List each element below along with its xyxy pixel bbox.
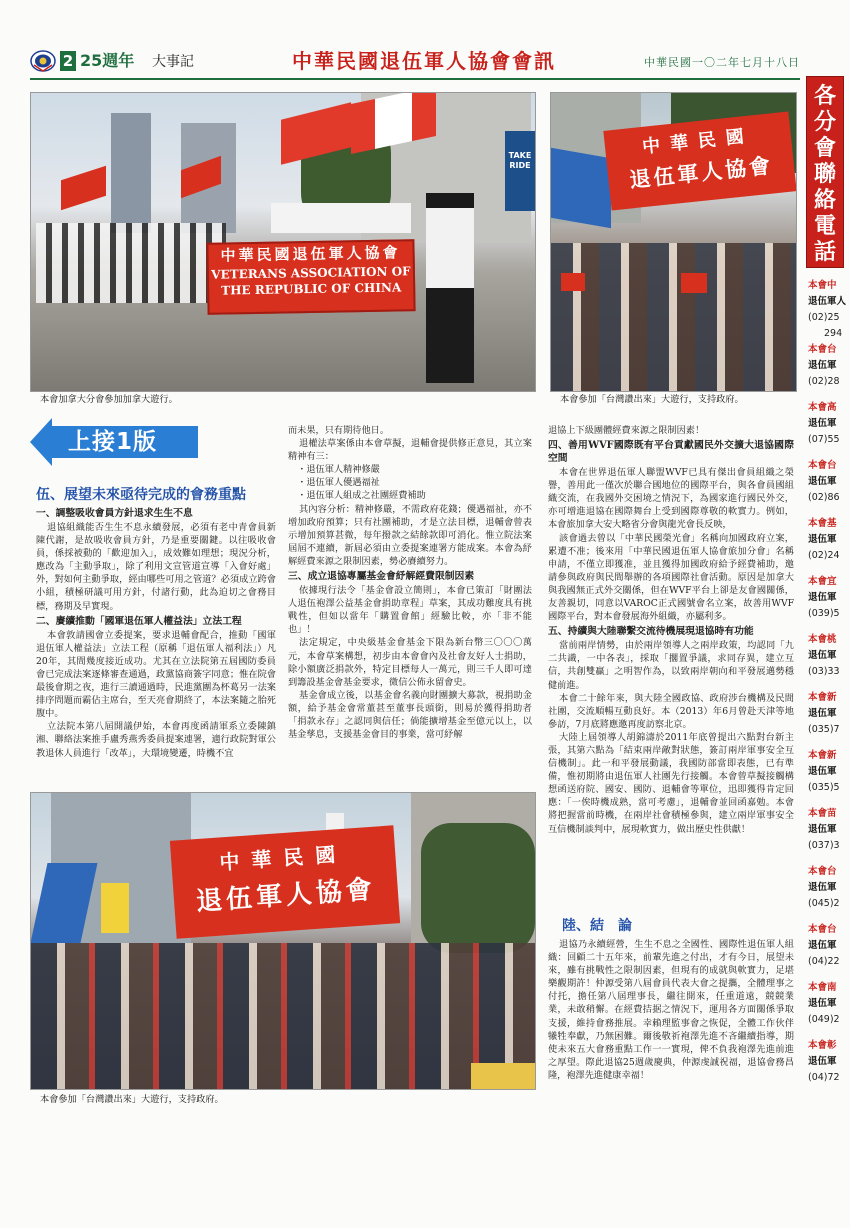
- marcher-figure: [426, 193, 474, 383]
- veterans-banner: [170, 825, 400, 938]
- branch-contact-entry: [808, 980, 848, 1038]
- branch-phone: (07)55: [808, 434, 840, 445]
- paragraph: 大陸上屆領導人胡錦濤於2011年底曾提出六點對台新主張，其第六點為「結束兩岸敵對狀態，簽訂兩岸軍事安全互信機制」。此一和平發展動議，我國防部當即表態，已有準備，惟初期將由退伍軍人社團先行接觸。本會曾草擬接觸構想函送府院、國安、國防、退輔會等單位，迅即獲得肯定回應：「一俟時機成熟，當可考慮」，退輔會並回函嘉勉。本會將把握當前時機，在兩岸社會積極參與，建立兩岸軍事安全互信機制談判中，展現軟實力，做出歷史性供獻！: [548, 731, 794, 835]
- branch-phone: (02)25: [808, 312, 840, 323]
- paragraph: 該會過去曾以「中華民國榮光會」名稱向加國政府立案，累遭不准；後來用「中華民國退伍軍人協會旅加分會」名稱申請，不僅立即獲准，並且獲得加國政府給予經費補助，邀請參與政府與民間舉辦的各項國際社會活動。原因是加拿大與我國無正式外交關係，但在WVF平台上卻是友會國關係，友善親切，同意以VAROC正式國號會名立案，故善用WVF國際平台，對本會發展海外組織，亦屬利多。: [548, 532, 794, 623]
- issue-date: 中華民國一〇二年七月十八日: [644, 56, 800, 69]
- paragraph: 依據現行法令「基金會設立簡則」，本會已策訂「財團法人退伍袍澤公益基金會捐助章程」草案，其成功難度具有挑戰性，但如以當年「購置會館」經驗比較，亦「非不能也」！: [288, 585, 532, 636]
- branch-phone: (049)2: [808, 1014, 840, 1025]
- photo-taiwan-parade-1: [550, 92, 797, 392]
- take-ride-sign: [505, 131, 535, 211]
- subheading-3: 三、成立退協專屬基金會紓解經費限制因素: [288, 571, 475, 583]
- yellow-flag: [101, 883, 129, 933]
- branch-contact-entry: [808, 922, 848, 980]
- paragraph: 退協乃永續經營，生生不息之全國性、國際性退伍軍人組織：回顧二十五年來，前輩先進之付出，才有今日，展望未來，雖有挑戰性之限制因素，但現有的成就與軟實力，足堪樂觀期許！仲源受第八屆會員代表大會之提攜，全體理事之付托，擔任第八屆理事長，繼往開來，任重道遠，競競業業，未敢稍懈。在經費拮据之情況下，運用各方面關係爭取支援，維持會務推展。幸賴理監事會之恢促，全體工作伙伴犧牲奉獻，乃無困難。爾後敬祈袍澤先進不吝繼續指導，期使未來五大會務重點工作一一實現，俾不負我袍澤先進前進之厚望。際此退協25週歲慶典，仲源虔誠祝福，退協會務昌隆，袍澤先進健康幸福！: [548, 939, 794, 1081]
- header-rule: [30, 78, 800, 80]
- subheading-2: 二、賡續推動「國軍退伍軍人權益法」立法工程: [36, 615, 242, 627]
- article-column-1: [36, 486, 276, 760]
- blue-party-flag: [551, 148, 611, 229]
- branch-phone: (02)28: [808, 376, 840, 387]
- branch-name: 本會基: [808, 518, 837, 529]
- branch-name: 本會中: [808, 280, 837, 291]
- roc-hand-flag: [561, 273, 585, 291]
- marching-group: [36, 223, 226, 303]
- sidebar-title-char: 聯: [813, 161, 836, 187]
- photo-taiwan-parade-2: [30, 792, 536, 1090]
- branch-org: 退伍軍: [808, 360, 837, 371]
- section-label: 大事記: [152, 54, 194, 70]
- branch-phone: (037)3: [808, 840, 840, 851]
- branch-contact-entry: [808, 748, 848, 806]
- branch-org: 退伍軍: [808, 476, 837, 487]
- roc-flag: [61, 166, 106, 211]
- branch-name: 本會新: [808, 750, 837, 761]
- paragraph: 其內容分析：精神修嚴，不需政府花錢；優遇福祉，亦不增加政府預算；只有社團補助，才是立法目標，退輔會曾表示增加預算甚微，每年撥款之結餘款即可消化。惟立院法案屆屆不連續，新屆必須由立委提案連署方能成案。本會為紓解經費來源之限制因素，勢必賡續努力。: [288, 503, 532, 567]
- paragraph: 法定規定，中央級基金會基金下限為新台幣三〇〇〇萬元，本會草案構想，初步由本會會內及社會友好人士捐助，除小額廣泛捐款外，特定目標每人一萬元，則三千人即可達到籌設基金會基金要求，微信公佈永留會史。: [288, 637, 532, 688]
- branch-contact-entry: [808, 458, 848, 516]
- branch-org: 退伍軍: [808, 708, 837, 719]
- branch-name: 本會苗: [808, 808, 837, 819]
- veterans-banner: [206, 239, 415, 315]
- branch-org: 退伍軍: [808, 418, 837, 429]
- sidebar-title-char: 絡: [813, 187, 836, 213]
- branch-name: 本會台: [808, 460, 837, 471]
- photo-canada-parade: [30, 92, 536, 392]
- branch-phone: (035)7: [808, 724, 840, 735]
- paragraph: 退協組織能否生生不息永續發展，必須有老中青會員新陳代謝，是故吸收會員方針，乃是重要關鍵。以往吸收會員，係採被動的「歡迎加入」，成效難如理想；現況分析，應改為「主動爭取」，除了利用文宣管道宣導「入會好處」外，對如何主動爭取，經由哪些可用之管道？必須成立跨會小組，積極研議可用方針，付諸行動，此為迫切之會務目標，務期及早實現。: [36, 522, 276, 612]
- subheading-1: 一、調整吸收會員方針退求生生不息: [36, 508, 193, 519]
- sidebar-title-char: 分: [813, 109, 836, 135]
- branch-contact-entry: [808, 574, 848, 632]
- white-tent: [271, 203, 411, 233]
- paragraph: 本會敦請國會立委提案，要求退輔會配合，推動「國軍退伍軍人權益法」立法工程（原稱「退伍軍人福利法」）凡20年，其間幾度接近成功。尤其在立法院第五屆國防委員會已完成法案逐條審查通過，政黨協商簽字同意；惟在院會最後會期之夜，進行三讀通過時，民進黨團為杯葛另一法案排序問題而霸佔主席台，至天亮會期終了，本法案隨之胎死腹中。: [36, 629, 276, 720]
- photo-caption-taiwan-1: 本會參加「台灣讚出來」大遊行，支持政府。: [560, 394, 744, 405]
- branch-phone: (039)5: [808, 608, 840, 619]
- branch-phone: (03)33: [808, 666, 840, 677]
- branch-org: 退伍軍: [808, 824, 837, 835]
- branch-contact-entry: [808, 690, 848, 748]
- branch-contact-entry: [808, 342, 848, 400]
- branch-contact-list: [808, 278, 848, 1096]
- paragraph: 退協上下級團體經費來源之限制因素！: [548, 425, 705, 436]
- sidebar-title-char: 各: [813, 83, 836, 109]
- branch-contact-entry: [808, 1038, 848, 1096]
- branch-contact-entry: [808, 632, 848, 690]
- branch-name: 本會台: [808, 924, 837, 935]
- anniversary-label: 25週年: [80, 51, 135, 70]
- branch-phone: (04)22: [808, 956, 840, 967]
- conclusion-heading: 陸、結 論: [562, 918, 632, 934]
- crowd: [551, 243, 796, 391]
- background-tree: [421, 823, 535, 953]
- branch-contact-entry: [808, 864, 848, 922]
- branch-phone: (045)2: [808, 898, 840, 909]
- branch-contact-entry: [808, 516, 848, 574]
- sidebar-title-strip: [806, 76, 844, 268]
- branch-contact-entry: [808, 806, 848, 864]
- branch-name: 本會彰: [808, 1040, 837, 1051]
- branch-phone: (02)24: [808, 550, 840, 561]
- association-emblem-icon: [30, 50, 56, 72]
- continue-label: 上接1版: [68, 429, 158, 455]
- principle-item: ・退伍軍人精神修嚴: [297, 464, 380, 476]
- subheading-5: 五、持續與大陸聯繫交流待機展現退協時有功能: [548, 626, 754, 638]
- branch-org: 退伍軍: [808, 1056, 837, 1067]
- branch-phone: (035)5: [808, 782, 840, 793]
- sidebar-title-char: 話: [813, 239, 836, 265]
- sign-take-text: TAKE: [508, 151, 532, 160]
- banner-chinese-text: 中華民國退伍軍人協會: [220, 243, 401, 265]
- banner-english-line1: VETERANS ASSOCIATION OF: [211, 264, 411, 282]
- banner-line1: 中華民國: [218, 841, 349, 875]
- paragraph: 退權法草案係由本會草擬，退輔會提供修正意見，其立案精神有三：: [288, 438, 532, 463]
- roc-hand-flag: [681, 273, 707, 293]
- sidebar-title-char: 會: [813, 135, 836, 161]
- branch-contact-entry: [808, 278, 848, 342]
- principle-item: ・退伍軍人優遇福祉: [297, 477, 380, 489]
- branch-name: 本會台: [808, 344, 837, 355]
- subheading-4: 四、善用WVF國際既有平台貢獻國民外交擴大退協國際空間: [548, 440, 794, 465]
- paragraph: 本會二十餘年來，與大陸全國政協、政府涉台機構及民間社團，交流順暢互動良好。本（2013）年6月曾赴天津等地參訪，7月底將應邀再度訪察北京。: [548, 692, 794, 730]
- principle-item: ・退伍軍人組成之社團經費補助: [297, 490, 426, 502]
- branch-org: 退伍軍: [808, 766, 837, 777]
- banner-line2: 退伍軍人協會: [195, 874, 377, 918]
- continue-from-page1-arrow: [30, 418, 198, 466]
- masthead: [30, 48, 800, 76]
- background-building: [111, 113, 151, 233]
- branch-org: 退伍軍: [808, 998, 837, 1009]
- branch-phone-extra: 294: [824, 328, 843, 339]
- article-column-3: [548, 424, 794, 836]
- crowd: [31, 943, 535, 1089]
- road-marking: [471, 1063, 535, 1089]
- branch-org: 退伍軍: [808, 534, 837, 545]
- paragraph: 而未果，只有期待他日。: [288, 425, 390, 436]
- branch-org: 退伍軍: [808, 940, 837, 951]
- sidebar-title-char: 電: [813, 213, 836, 239]
- paragraph: 當前兩岸情勢，由於兩岸領導人之兩岸政策，均認同「九二共識，一中各表」，採取「擱置爭議，求同存異，建立互信，共創雙贏」之明智作為，以致兩岸朝向和平發展邁勢穩健前進。: [548, 640, 794, 691]
- branch-name: 本會南: [808, 982, 837, 993]
- branch-name: 本會新: [808, 692, 837, 703]
- page-number-badge: 2: [60, 51, 76, 71]
- branch-org: 退伍軍: [808, 592, 837, 603]
- branch-org: 退伍軍: [808, 882, 837, 893]
- branch-name: 本會桃: [808, 634, 837, 645]
- article-column-2: [288, 424, 532, 741]
- branch-org: 退伍軍: [808, 650, 837, 661]
- branch-contact-entry: [808, 400, 848, 458]
- branch-name: 本會高: [808, 402, 837, 413]
- photo-caption-canada: 本會加拿大分會參加加拿大遊行。: [40, 394, 178, 405]
- branch-org: 退伍軍人: [808, 296, 847, 307]
- photo-caption-taiwan-2: 本會參加「台灣讚出來」大遊行，支持政府。: [40, 1094, 224, 1105]
- paragraph: 立法院本第八屆開議伊始，本會再度函請軍系立委陳鎮湘、聯絡法案推手盧秀燕秀委員提案連署，適行政院對軍公教退休人員進行「改革」，大環境變遷，時機不宜: [36, 721, 276, 759]
- paragraph: 基金會成立後，以基金會名義向財團擴大募款，視捐助金額，給予基金會常董甚至董事長頭銜，則易於獲得捐助者「捐款永存」之認同與信任；倘能擴增基金至億元以上，以基金孳息，支援基金會目的事業，當可紓解: [288, 689, 532, 741]
- conclusion-paragraph: [548, 938, 794, 1082]
- branch-name: 本會台: [808, 866, 837, 877]
- branch-phone: (02)86: [808, 492, 840, 503]
- branch-name: 本會宜: [808, 576, 837, 587]
- main-heading: 伍、展望未來亟待完成的會務重點: [36, 487, 246, 503]
- paper-title: 中華民國退伍軍人協會會訊: [292, 49, 556, 73]
- banner-line1: 中華民國: [641, 125, 755, 158]
- banner-line2: 退伍軍人協會: [628, 152, 775, 193]
- paragraph: 本會在世界退伍軍人聯盟WVF已具有傑出會員組織之榮譽，善用此一僅次於聯合國地位的國際平台，與各會員國組織交流，在我國外交困境之情況下，為國家進行國民外交，亦可增進退協在國際舞台上受到國際尊敬的軟實力。例如，本會旅加拿大安大略省分會與龍光會長反映，: [548, 467, 794, 531]
- sign-ride-text: RIDE: [509, 161, 531, 170]
- branch-phone: (04)72: [808, 1072, 840, 1083]
- banner-english-line2: THE REPUBLIC OF CHINA: [221, 280, 402, 298]
